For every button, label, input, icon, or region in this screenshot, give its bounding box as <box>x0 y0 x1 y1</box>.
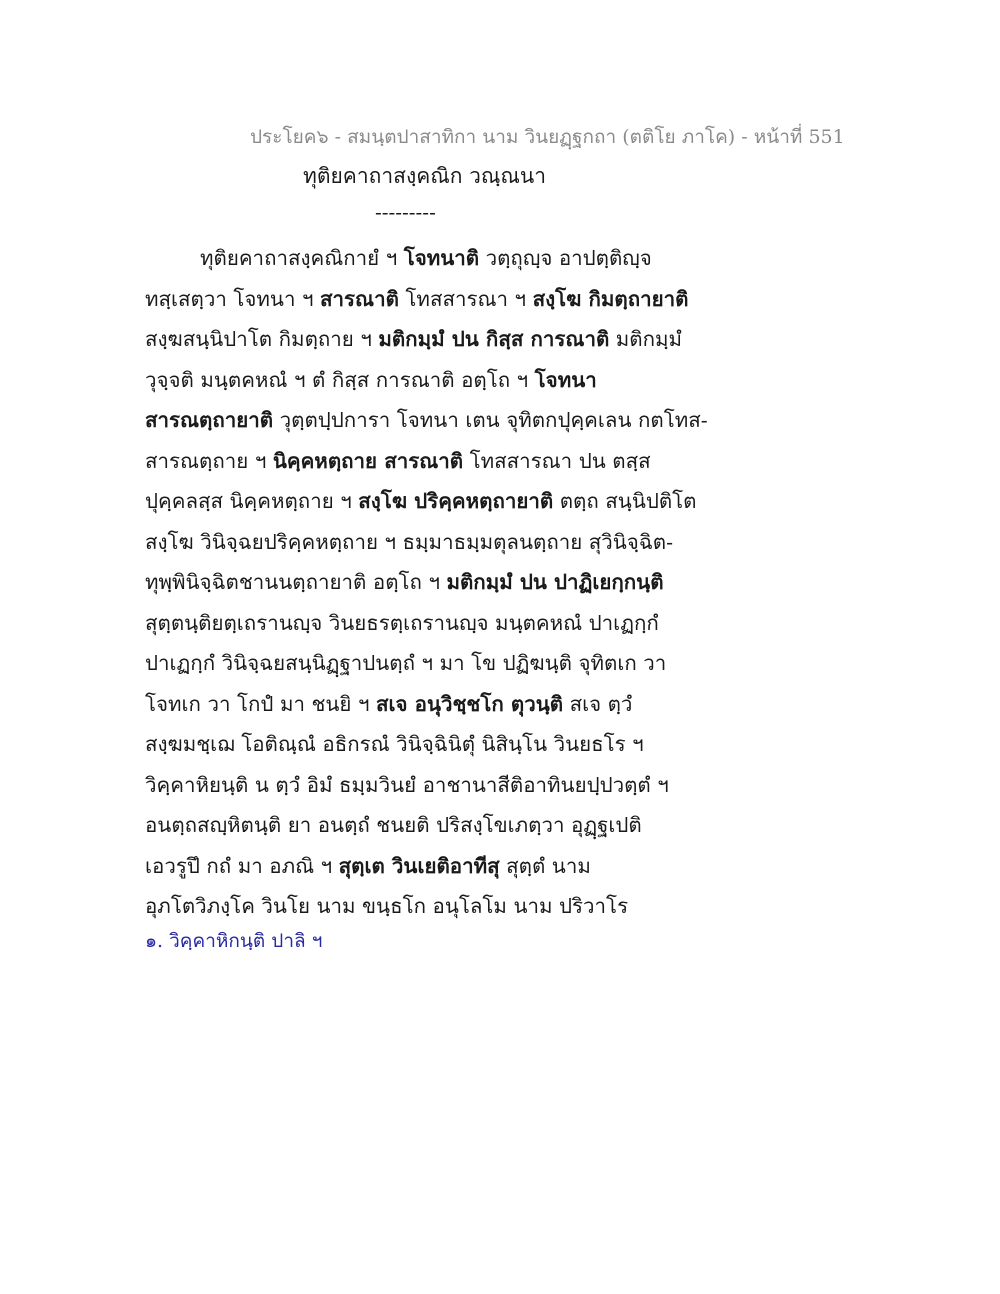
text-segment: วุจฺจติ มนฺตคหณํ ฯ ตํ กิสฺส การณาติ อตฺโถ ฯ <box>145 367 535 392</box>
bold-term: มติกมฺมํ ปน กิสฺส การณาติ <box>378 327 610 351</box>
text-segment: วตฺถุญฺจ อาปตฺติญฺจ <box>479 246 652 270</box>
text-segment: โจทเก วา โกปํ มา ชนยิ ฯ <box>145 691 376 716</box>
text-line <box>145 846 685 887</box>
bold-term: โจทนาติ <box>403 246 480 270</box>
text-line <box>145 360 685 401</box>
separator: --------- <box>375 200 436 224</box>
text-segment: อุภโตวิภงฺโค วินโย นาม ขนฺธโก อนุโลโม นาม ปริวาโร <box>145 894 629 918</box>
bold-term: สุตฺเต วินเยติอาทีสุ <box>338 853 500 878</box>
text-line <box>145 765 685 806</box>
bold-term: โจทนา <box>534 367 597 392</box>
text-segment: ทุพฺพินิจฺฉิตชานนตฺถายาติ อตฺโถ ฯ <box>145 570 447 594</box>
text-segment: โทสสารณา ปน ตสฺส <box>463 448 651 473</box>
text-segment: สงฺฆสนฺนิปาโต กิมตฺถาย ฯ <box>145 327 379 351</box>
text-segment: สเจ ตฺวํ <box>563 691 633 716</box>
text-line <box>145 522 685 563</box>
section-title: ทุติยคาถาสงฺคณิก วณฺณนา <box>303 164 547 188</box>
text-line <box>145 441 685 482</box>
text-line <box>145 238 685 279</box>
text-segment: ปุคฺคลสฺส นิคฺคหตฺถาย ฯ <box>145 489 359 513</box>
text-segment: อนตฺถสญฺหิตนฺติ ยา อนตฺถํ ชนยติ ปริสงฺโขเภตฺวา อุฏฺฐเปติ <box>145 813 642 837</box>
text-segment: โทสสารณา ฯ <box>398 286 533 311</box>
footnote: ๑. วิคฺคาหิกนฺติ ปาลิ ฯ <box>145 930 323 952</box>
text-line <box>145 319 685 360</box>
text-segment: ทสฺเสตฺวา โจทนา ฯ <box>145 286 321 311</box>
text-segment: สงฺฆมชฺเฌ โอติณฺณํ อธิกรณํ วินิจฺฉินิตุํ นิสินฺโน วินยธโร ฯ <box>145 732 644 756</box>
text-segment: สารณตฺถาย ฯ <box>145 448 273 473</box>
text-line <box>145 562 685 603</box>
text-line <box>145 279 689 320</box>
text-segment: ตตฺถ สนฺนิปติโต <box>553 489 697 513</box>
text-line <box>145 724 685 765</box>
text-segment: เอวรูปึ กถํ มา อภณิ ฯ <box>145 853 339 878</box>
text-segment: วิคฺคาหิยนฺติ น ตฺวํ อิมํ ธมฺมวินยํ อาชานาสีติอาทินยปฺปวตฺตํ ฯ <box>145 772 669 797</box>
bold-term: นิคฺคหตฺถาย สารณาติ <box>272 448 464 473</box>
text-segment: สุตฺตํ นาม <box>499 853 591 878</box>
text-line <box>145 805 685 846</box>
bold-term: สเจ อนุวิชฺชโก ตุวนฺติ <box>376 691 564 716</box>
bold-term: มติกมฺมํ ปน ปาฏิเยกฺกนฺติ <box>446 570 664 594</box>
text-line <box>145 684 685 725</box>
text-line <box>145 481 697 522</box>
text-segment: ทุติยคาถาสงฺคณิกายํ ฯ <box>200 246 404 270</box>
bold-term: สารณาติ <box>320 286 399 311</box>
text-segment: วุตฺตปฺปการา โจทนา เตน จุทิตกปุคฺคเลน กตโทส- <box>273 408 708 432</box>
bold-term: สารณตฺถายาติ <box>145 408 274 432</box>
text-line <box>145 886 685 927</box>
text-line <box>145 400 708 441</box>
text-line <box>145 603 685 644</box>
text-segment: มติกมฺมํ <box>609 327 683 351</box>
text-line <box>145 643 685 684</box>
text-segment: สงฺโฆ วินิจฺฉยปริคฺคหตฺถาย ฯ ธมฺมาธมฺมตุลนตฺถาย สุวินิจฺฉิต- <box>145 529 674 554</box>
bold-term: สงฺโฆ ปริคฺคหตฺถายาติ <box>358 489 554 513</box>
text-segment: สุตฺตนฺติยตฺเถรานญฺจ วินยธรตฺเถรานญฺจ มนฺตคหณํ ปาเฏกฺกํ <box>145 610 659 635</box>
page-header: ประโยค๖ - สมนฺตปาสาทิกา นาม วินยฏฺฐกถา (ตติโย ภาโค) - หน้าที่ 551 <box>250 126 845 148</box>
bold-term: สงฺโฆ กิมตฺถายาติ <box>532 286 689 311</box>
body-text <box>145 238 708 927</box>
text-segment: ปาเฏกฺกํ วินิจฺฉยสนฺนิฏฺฐาปนตฺถํ ฯ มา โข ปฏิฆนฺติ จุทิตเก วา <box>145 651 667 675</box>
